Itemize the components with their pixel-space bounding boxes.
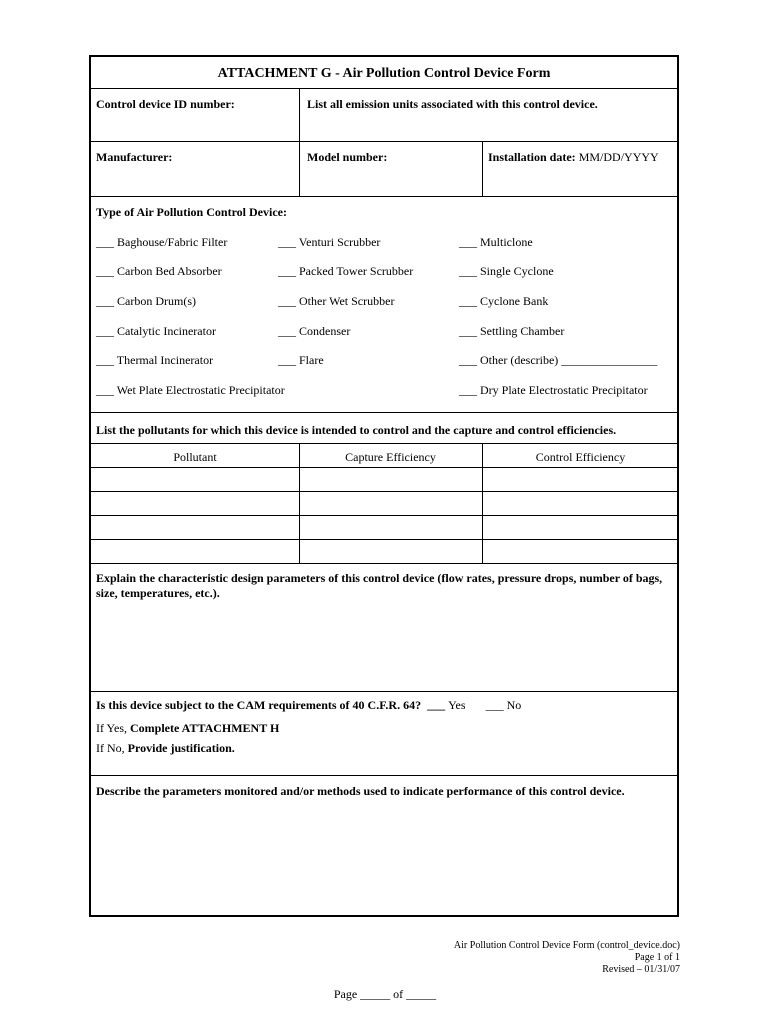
device-type-carbon-drum: ___ Carbon Drum(s)	[96, 294, 196, 308]
capture-efficiency-header: Capture Efficiency	[345, 450, 436, 464]
divider	[299, 443, 300, 563]
cam-question: Is this device subject to the CAM requirements of 40 C.F.R. 64?	[96, 698, 422, 712]
device-type-flare: ___ Flare	[278, 353, 324, 367]
control-efficiency-header: Control Efficiency	[535, 450, 626, 464]
cam-no: ___ No	[485, 698, 522, 712]
device-type-other-wet: ___ Other Wet Scrubber	[278, 294, 395, 308]
device-type-wet-plate: ___ Wet Plate Electrostatic Precipitator	[96, 383, 285, 397]
control-device-id-label: Control device ID number:	[96, 97, 235, 111]
divider	[91, 775, 677, 776]
device-type-settling: ___ Settling Chamber	[459, 324, 565, 338]
page-number: Page _____ of _____	[333, 987, 437, 1001]
device-type-heading: Type of Air Pollution Control Device:	[96, 205, 287, 219]
device-type-thermal: ___ Thermal Incinerator	[96, 353, 214, 367]
installation-date	[488, 150, 659, 165]
table-row	[91, 515, 677, 516]
divider	[91, 141, 677, 142]
footer-revised: Revised – 01/31/07	[602, 964, 680, 975]
device-type-other-describe: ___ Other (describe) ________________	[459, 353, 658, 367]
divider	[91, 88, 677, 89]
if-yes-prefix: If Yes,	[96, 721, 128, 735]
installation-date-label: Installation date:	[488, 150, 576, 164]
if-no-row	[96, 741, 235, 756]
device-type-cyclone-bank: ___ Cyclone Bank	[459, 294, 549, 308]
pollutants-heading: List the pollutants for which this device is intended to control and the capture and control efficiencies.	[96, 423, 617, 437]
if-yes-action: Complete ATTACHMENT H	[130, 721, 280, 735]
device-type-dry-plate: ___ Dry Plate Electrostatic Precipitator	[459, 383, 648, 397]
if-no-action: Provide justification.	[127, 741, 235, 755]
table-row	[91, 491, 677, 492]
device-type-condenser: ___ Condenser	[278, 324, 351, 338]
emission-units-label: List all emission units associated with this control device.	[307, 97, 598, 111]
divider	[91, 412, 677, 413]
footer-page: Page 1 of 1	[634, 952, 680, 963]
divider	[482, 443, 483, 563]
divider	[482, 141, 483, 196]
divider	[91, 563, 677, 564]
divider	[91, 691, 677, 692]
divider	[299, 88, 300, 141]
divider	[299, 141, 300, 196]
cam-question-row: Is this device subject to the CAM requirements of 40 C.F.R. 64? ___ Yes ___ No	[96, 698, 522, 712]
table-row	[91, 467, 677, 468]
device-type-single-cyclone: ___ Single Cyclone	[459, 264, 554, 278]
design-params-label: Explain the characteristic design parameters of this control device (flow rates, pressure drops, number of bags, size, temperatures, etc.).	[96, 571, 663, 600]
model-number-label: Model number:	[307, 150, 388, 164]
device-type-multiclone: ___ Multiclone	[459, 235, 533, 249]
monitoring-label: Describe the parameters monitored and/or methods used to indicate performance of this control device.	[96, 784, 625, 798]
device-type-packed-tower: ___ Packed Tower Scrubber	[278, 264, 414, 278]
pollutant-header: Pollutant	[173, 450, 217, 464]
control-device-form	[89, 55, 679, 917]
device-type-venturi: ___ Venturi Scrubber	[278, 235, 381, 249]
installation-date-format: MM/DD/YYYY	[578, 150, 659, 164]
device-type-carbon-bed: ___ Carbon Bed Absorber	[96, 264, 222, 278]
divider	[91, 196, 677, 197]
if-yes-row	[96, 721, 279, 736]
footer-doc-name: Air Pollution Control Device Form (control_device.doc)	[453, 940, 680, 951]
device-type-baghouse: ___ Baghouse/Fabric Filter	[96, 235, 228, 249]
divider	[91, 443, 677, 444]
device-type-catalytic: ___ Catalytic Incinerator	[96, 324, 216, 338]
form-title: ATTACHMENT G - Air Pollution Control Device Form	[217, 66, 551, 81]
manufacturer-label: Manufacturer:	[96, 150, 173, 164]
table-row	[91, 539, 677, 540]
if-no-prefix: If No,	[96, 741, 125, 755]
